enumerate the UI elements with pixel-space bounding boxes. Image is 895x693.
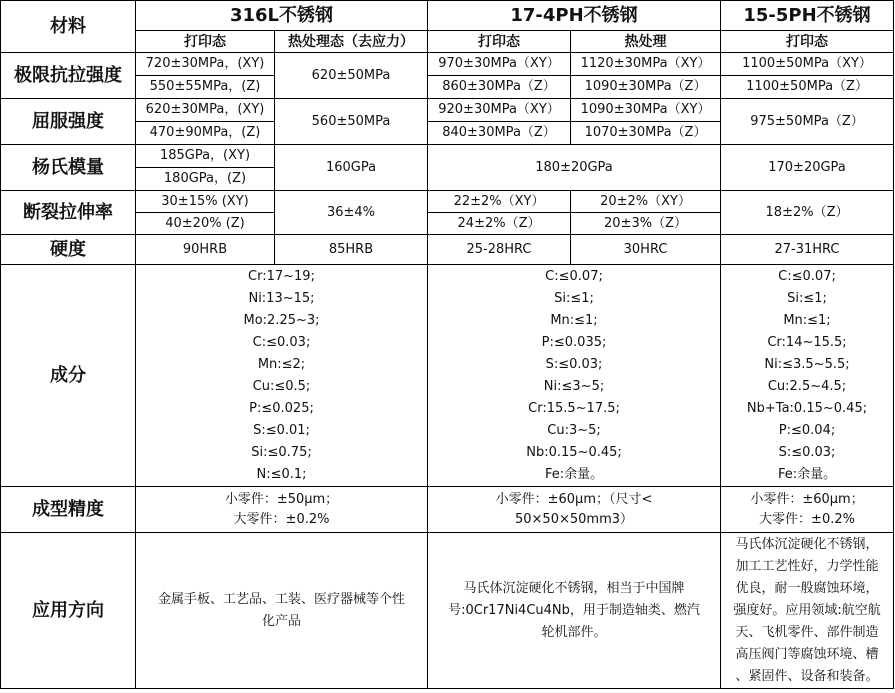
cell-application-316 <box>136 533 428 689</box>
comp-155-line: Fe:余量。 <box>777 466 837 482</box>
comp-155-line: C:≤0.07; <box>778 268 836 284</box>
comp-174-line: P:≤0.035; <box>541 334 607 350</box>
cell-elong-174-heat-xy: 20±2%（XY） <box>571 191 721 213</box>
precision-316-small: 小零件：±50μm； <box>224 491 339 507</box>
comp-316-line: Cr:17~19; <box>248 268 315 284</box>
comp-174-line: Ni:≤3~5; <box>543 378 605 394</box>
cell-yield-174-print-xy: 920±30MPa（XY） <box>428 99 571 122</box>
comp-316-line: Mn:≤2; <box>257 356 306 372</box>
cell-tensile-174-print-xy: 970±30MPa（XY） <box>428 53 571 76</box>
app-316-line: 化产品 <box>262 613 302 629</box>
cell-precision-316 <box>136 487 428 533</box>
app-155-line: 加工工艺性好，力学性能 <box>735 558 879 574</box>
cell-tensile-316-print-z: 550±55MPa，(Z) <box>136 76 275 99</box>
comp-174-line: Cr:15.5~17.5; <box>528 400 620 416</box>
label-elongation: 断裂拉伸率 <box>1 191 136 235</box>
app-155-line: 优良，耐一般腐蚀环境， <box>735 580 879 596</box>
cell-precision-155 <box>721 487 894 533</box>
comp-174-line: Si:≤1; <box>554 290 594 306</box>
comp-155-line: Si:≤1; <box>787 290 827 306</box>
header-15-5ph: 15-5PH不锈钢 <box>721 1 894 31</box>
cell-hardness-174-heat: 30HRC <box>571 235 721 265</box>
cell-tensile-174-heat-z: 1090±30MPa（Z） <box>571 76 721 99</box>
comp-174-line: Cu:3~5; <box>547 422 601 438</box>
app-155-line: 、紧固件、设备和装备。 <box>735 668 879 684</box>
row-precision <box>1 487 894 533</box>
cell-tensile-155-print-xy: 1100±50MPa（XY） <box>721 53 894 76</box>
label-tensile: 极限抗拉强度 <box>1 53 136 99</box>
cell-tensile-316-print-xy: 720±30MPa，(XY) <box>136 53 275 76</box>
row-elongation-1 <box>1 191 894 213</box>
cell-elong-155-print: 18±2%（Z） <box>721 191 894 235</box>
cell-yield-174-print-z: 840±30MPa（Z） <box>428 122 571 145</box>
row-tensile-1 <box>1 53 894 76</box>
cell-yield-174-heat-xy: 1090±30MPa（XY） <box>571 99 721 122</box>
label-composition: 成分 <box>1 265 136 487</box>
app-155-line: 强度好。应用领域:航空航 <box>733 602 881 618</box>
comp-155-line: Cu:2.5~4.5; <box>767 378 847 394</box>
cell-composition-316 <box>136 265 428 487</box>
cell-elong-316-print-z: 40±20% (Z) <box>136 213 275 235</box>
app-155-line: 马氏体沉淀硬化不锈钢， <box>735 536 879 552</box>
cell-composition-155 <box>721 265 894 487</box>
comp-316-line: Mo:2.25~3; <box>243 312 320 328</box>
cell-application-155 <box>721 533 894 689</box>
cell-elong-174-print-xy: 22±2%（XY） <box>428 191 571 213</box>
header-label-material: 材料 <box>1 1 136 53</box>
app-174-line: 轮机部件。 <box>541 624 607 640</box>
label-application: 应用方向 <box>1 533 136 689</box>
comp-155-line: Cr:14~15.5; <box>767 334 847 350</box>
precision-174-small: 小零件：±60μm；（尺寸< <box>495 491 653 507</box>
cell-modulus-174: 180±20GPa <box>428 145 721 191</box>
comp-316-line: Ni:13~15; <box>248 290 315 306</box>
precision-155-large: 大零件：±0.2% <box>759 511 855 527</box>
comp-155-line: Mn:≤1; <box>783 312 831 328</box>
cell-yield-316-print-z: 470±90MPa，(Z) <box>136 122 275 145</box>
comp-316-line: C:≤0.03; <box>252 334 311 350</box>
row-application <box>1 533 894 689</box>
app-174-line: 马氏体沉淀硬化不锈钢，相当于中国牌 <box>463 580 685 596</box>
cell-tensile-174-heat-xy: 1120±30MPa（XY） <box>571 53 721 76</box>
cell-yield-316-print-xy: 620±30MPa，(XY) <box>136 99 275 122</box>
cell-precision-174 <box>428 487 721 533</box>
comp-174-line: Mn:≤1; <box>550 312 598 328</box>
app-155-line: 高压阀门等腐蚀环境、槽 <box>735 646 879 662</box>
header-316l: 316L不锈钢 <box>136 1 428 31</box>
header-row-materials <box>1 1 894 31</box>
cell-tensile-155-print-z: 1100±50MPa（Z） <box>721 76 894 99</box>
comp-316-line: Si:≤0.75; <box>251 444 312 460</box>
app-155-line: 天、飞机零件、部件制造 <box>735 624 879 640</box>
row-modulus-1 <box>1 145 894 168</box>
app-316-line: 金属手板、工艺品、工装、医疗器械等个性 <box>158 591 406 607</box>
cell-elong-174-heat-z: 20±3%（Z） <box>571 213 721 235</box>
cell-elong-174-print-z: 24±2%（Z） <box>428 213 571 235</box>
cell-hardness-316-print: 90HRB <box>136 235 275 265</box>
cell-composition-174 <box>428 265 721 487</box>
comp-174-line: C:≤0.07; <box>545 268 603 284</box>
cell-yield-174-heat-z: 1070±30MPa（Z） <box>571 122 721 145</box>
app-174-line: 号:0Cr17Ni4Cu4Nb，用于制造轴类、燃汽 <box>448 602 700 618</box>
subheader-174-heat: 热处理 <box>571 31 721 53</box>
subheader-316l-print: 打印态 <box>136 31 275 53</box>
label-precision: 成型精度 <box>1 487 136 533</box>
label-modulus: 杨氏模量 <box>1 145 136 191</box>
subheader-174-print: 打印态 <box>428 31 571 53</box>
cell-yield-316-heat: 560±50MPa <box>275 99 428 145</box>
subheader-155-print: 打印态 <box>721 31 894 53</box>
precision-316-large: 大零件：±0.2% <box>233 511 330 527</box>
comp-316-line: P:≤0.025; <box>249 400 314 416</box>
cell-modulus-316-heat: 160GPa <box>275 145 428 191</box>
cell-elong-316-heat: 36±4% <box>275 191 428 235</box>
cell-hardness-316-heat: 85HRB <box>275 235 428 265</box>
cell-elong-316-print-xy: 30±15% (XY) <box>136 191 275 213</box>
cell-modulus-316-print-xy: 185GPa，(XY) <box>136 145 275 168</box>
header-17-4ph: 17-4PH不锈钢 <box>428 1 721 31</box>
cell-hardness-174-print: 25-28HRC <box>428 235 571 265</box>
comp-174-line: Nb:0.15~0.45; <box>526 444 622 460</box>
cell-yield-155-print: 975±50MPa（Z） <box>721 99 894 145</box>
comp-316-line: Cu:≤0.5; <box>252 378 311 394</box>
comp-155-line: S:≤0.03; <box>778 444 836 460</box>
comp-316-line: N:≤0.1; <box>256 466 307 482</box>
cell-modulus-316-print-z: 180GPa，(Z) <box>136 168 275 191</box>
cell-application-174 <box>428 533 721 689</box>
cell-tensile-174-print-z: 860±30MPa（Z） <box>428 76 571 99</box>
row-composition <box>1 265 894 487</box>
comp-155-line: Nb+Ta:0.15~0.45; <box>746 400 868 416</box>
label-hardness: 硬度 <box>1 235 136 265</box>
row-hardness <box>1 235 894 265</box>
cell-modulus-155-print: 170±20GPa <box>721 145 894 191</box>
label-yield: 屈服强度 <box>1 99 136 145</box>
comp-174-line: S:≤0.03; <box>545 356 603 372</box>
comp-155-line: P:≤0.04; <box>778 422 836 438</box>
precision-174-size: 50×50×50mm3） <box>515 511 634 527</box>
cell-tensile-316-heat: 620±50MPa <box>275 53 428 99</box>
comp-155-line: Ni:≤3.5~5.5; <box>764 356 850 372</box>
row-yield-1 <box>1 99 894 122</box>
subheader-316l-heat: 热处理态（去应力） <box>275 31 428 53</box>
comp-174-line: Fe:余量。 <box>544 466 604 482</box>
precision-155-small: 小零件：±60μm； <box>750 491 864 507</box>
comp-316-line: S:≤0.01; <box>253 422 310 438</box>
cell-hardness-155-print: 27-31HRC <box>721 235 894 265</box>
